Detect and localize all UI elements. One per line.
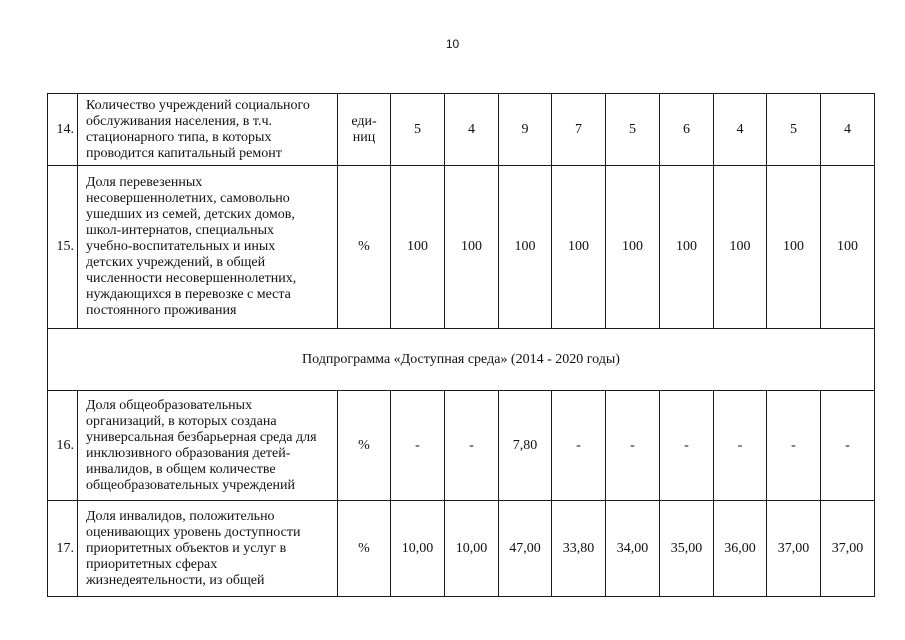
description-line: организаций, в которых создана bbox=[86, 413, 277, 429]
table-row bbox=[48, 391, 875, 501]
description-line: обслуживания населения, в т.ч. bbox=[86, 113, 273, 129]
page-number: 10 bbox=[445, 37, 460, 51]
value-cell: 37,00 bbox=[821, 501, 875, 597]
table-row bbox=[48, 94, 875, 166]
value-cell: 100 bbox=[660, 166, 714, 329]
description-line: Доля инвалидов, положительно bbox=[86, 508, 275, 524]
value-cell: 10,00 bbox=[391, 501, 445, 597]
description-line: постоянного проживания bbox=[86, 303, 237, 318]
indicator-description bbox=[78, 166, 338, 329]
value-cell: 36,00 bbox=[714, 501, 767, 597]
description-line: общеобразовательных учреждений bbox=[86, 477, 296, 493]
value-cell: 5 bbox=[606, 94, 660, 166]
value-cell: 33,80 bbox=[552, 501, 606, 597]
description-line: оценивающих уровень доступности bbox=[86, 524, 301, 540]
description-line: приоритетных сферах bbox=[86, 556, 218, 572]
section-title: Подпрограмма «Доступная среда» (2014 - 2020 годы) bbox=[48, 329, 875, 391]
value-cell: 4 bbox=[821, 94, 875, 166]
unit-line: % bbox=[358, 540, 370, 556]
description-line: Доля общеобразовательных bbox=[86, 397, 253, 413]
value-cell: 100 bbox=[391, 166, 445, 329]
value-cell: - bbox=[391, 391, 445, 501]
unit-cell bbox=[338, 391, 391, 501]
description-line: несовершеннолетних, самовольно bbox=[86, 191, 290, 206]
value-cell: 100 bbox=[767, 166, 821, 329]
value-cell: 4 bbox=[445, 94, 499, 166]
description-line: Количество учреждений социального bbox=[86, 97, 310, 113]
description-line: численности несовершеннолетних, bbox=[86, 271, 297, 286]
table-row bbox=[48, 166, 875, 329]
value-cell: 35,00 bbox=[660, 501, 714, 597]
value-cell: 4 bbox=[714, 94, 767, 166]
description-line: инвалидов, в общем количестве bbox=[86, 461, 276, 477]
value-cell: 37,00 bbox=[767, 501, 821, 597]
description-line: стационарного типа, в которых bbox=[86, 129, 272, 145]
section-row bbox=[48, 329, 875, 391]
value-cell: 10,00 bbox=[445, 501, 499, 597]
value-cell: 5 bbox=[767, 94, 821, 166]
row-number: 16. bbox=[48, 391, 78, 501]
value-cell: 34,00 bbox=[606, 501, 660, 597]
value-cell: 100 bbox=[552, 166, 606, 329]
value-cell: 5 bbox=[391, 94, 445, 166]
value-cell: 7 bbox=[552, 94, 606, 166]
indicator-description bbox=[78, 94, 338, 166]
value-cell: - bbox=[552, 391, 606, 501]
value-cell: - bbox=[714, 391, 767, 501]
value-cell: - bbox=[767, 391, 821, 501]
indicators-table bbox=[47, 93, 875, 597]
description-line: нуждающихся в перевозке с места bbox=[86, 287, 291, 302]
value-cell: 100 bbox=[445, 166, 499, 329]
row-number: 15. bbox=[48, 166, 78, 329]
description-line: учебно-воспитательных и иных bbox=[86, 239, 276, 254]
description-line: инклюзивного образования детей- bbox=[86, 445, 291, 461]
unit-line: % bbox=[358, 239, 370, 254]
value-cell: 6 bbox=[660, 94, 714, 166]
value-cell: - bbox=[821, 391, 875, 501]
unit-cell bbox=[338, 166, 391, 329]
table-row bbox=[48, 501, 875, 597]
row-number: 17. bbox=[48, 501, 78, 597]
value-cell: 9 bbox=[499, 94, 552, 166]
unit-line: % bbox=[358, 437, 370, 453]
description-line: школ-интернатов, специальных bbox=[86, 223, 275, 238]
unit-line: еди- bbox=[351, 113, 377, 129]
description-line: ушедших из семей, детских домов, bbox=[86, 207, 295, 222]
unit-cell bbox=[338, 501, 391, 597]
value-cell: 100 bbox=[714, 166, 767, 329]
value-cell: - bbox=[445, 391, 499, 501]
indicator-description bbox=[78, 501, 338, 597]
row-number: 14. bbox=[48, 94, 78, 166]
value-cell: - bbox=[606, 391, 660, 501]
unit-line: ниц bbox=[352, 129, 376, 145]
unit-cell bbox=[338, 94, 391, 166]
indicator-description bbox=[78, 391, 338, 501]
value-cell: 100 bbox=[606, 166, 660, 329]
value-cell: 100 bbox=[499, 166, 552, 329]
description-line: Доля перевезенных bbox=[86, 175, 203, 190]
description-line: детских учреждений, в общей bbox=[86, 255, 266, 270]
value-cell: - bbox=[660, 391, 714, 501]
description-line: жизнедеятельности, из общей bbox=[86, 572, 265, 588]
description-line: приоритетных объектов и услуг в bbox=[86, 540, 287, 556]
value-cell: 100 bbox=[821, 166, 875, 329]
description-line: проводится капитальный ремонт bbox=[86, 145, 282, 161]
value-cell: 7,80 bbox=[499, 391, 552, 501]
description-line: универсальная безбарьерная среда для bbox=[86, 429, 317, 445]
value-cell: 47,00 bbox=[499, 501, 552, 597]
